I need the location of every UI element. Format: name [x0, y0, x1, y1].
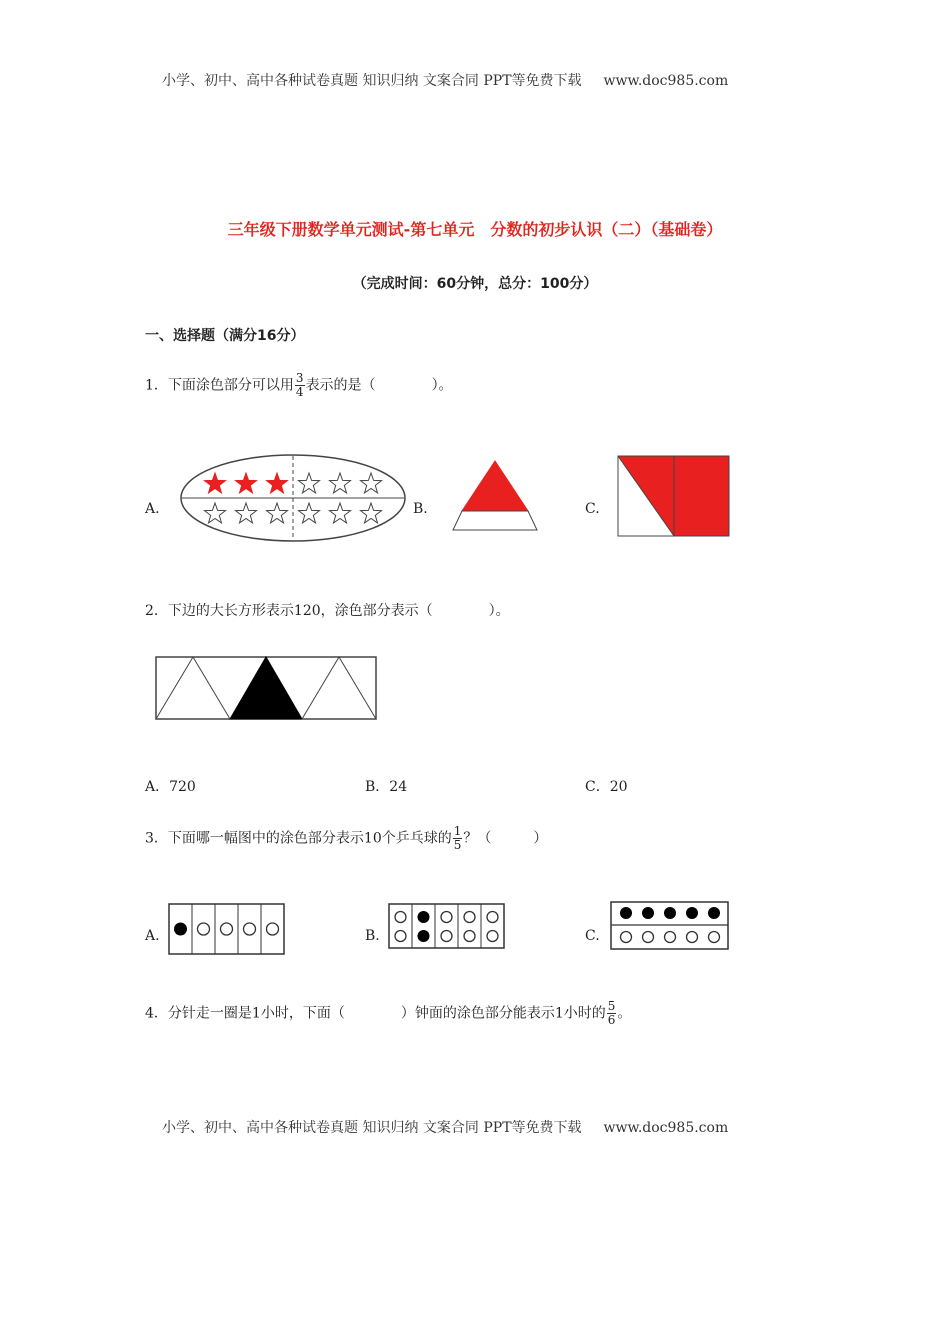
star-empty	[299, 473, 320, 493]
q1-option-a-label[interactable]: A.	[145, 501, 160, 517]
header-url[interactable]: www.doc985.com	[603, 73, 729, 89]
fraction-denominator: 6	[607, 1013, 616, 1027]
question-1	[145, 372, 453, 399]
q2-option-b[interactable]: B．24	[365, 779, 408, 795]
q3-option-a-label[interactable]: A.	[145, 928, 160, 944]
q3-text-after: ？（ ）	[463, 830, 548, 847]
q2-figure-triangles	[154, 655, 378, 721]
q4-text-before: 4．分针走一圈是1小时，下面（	[145, 1005, 345, 1022]
q1-text-after: 表示的是（	[305, 377, 376, 394]
star-empty	[267, 503, 288, 523]
star-empty	[361, 503, 382, 523]
q3-option-c-label[interactable]: C.	[585, 928, 600, 944]
q2-option-a[interactable]: A．720	[145, 779, 196, 795]
star-empty	[330, 503, 351, 523]
header-text: 小学、初中、高中各种试卷真题 知识归纳 文案合同 PPT等免费下载	[162, 73, 582, 89]
question-3	[145, 825, 547, 852]
fraction-numerator: 5	[607, 999, 616, 1013]
star-shaded	[236, 473, 257, 493]
q1-option-c-label[interactable]: C.	[585, 501, 600, 517]
page-header	[162, 70, 728, 90]
q3-figure-b[interactable]	[388, 903, 506, 949]
q1-option-b-label[interactable]: B.	[413, 501, 428, 517]
q2-text-close: ）。	[488, 603, 510, 619]
question-4	[145, 1000, 631, 1027]
q2-text: 2．下边的大长方形表示120，涂色部分表示（	[145, 603, 433, 619]
star-empty	[205, 503, 226, 523]
q1-text-close: ）。	[431, 377, 453, 394]
page-subtitle: （完成时间：60分钟，总分：100分）	[352, 276, 598, 292]
page-footer	[162, 1117, 728, 1137]
fraction	[453, 825, 463, 852]
q4-text-after: 。	[617, 1005, 632, 1022]
q3-figure-c[interactable]	[610, 901, 730, 951]
q3-option-b-label[interactable]: B.	[365, 928, 380, 944]
star-empty	[361, 473, 382, 493]
q1-figure-b-triangle[interactable]	[450, 458, 540, 533]
star-empty	[299, 503, 320, 523]
fraction	[295, 372, 305, 399]
q3-figure-a[interactable]	[168, 903, 286, 955]
star-empty	[330, 473, 351, 493]
q2-option-c[interactable]: C．20	[585, 779, 628, 795]
question-2	[145, 600, 510, 620]
q1-figure-a-stars-ellipse[interactable]	[178, 452, 408, 544]
fraction	[607, 1000, 617, 1027]
star-shaded	[205, 473, 226, 493]
fraction-numerator: 1	[453, 824, 462, 838]
star-empty	[236, 503, 257, 523]
star-shaded	[267, 473, 288, 493]
footer-url[interactable]: www.doc985.com	[603, 1120, 729, 1136]
q1-text-before: 1．下面涂色部分可以用	[145, 377, 294, 394]
page-title: 三年级下册数学单元测试-第七单元 分数的初步认识（二）（基础卷）	[227, 220, 723, 239]
section-heading: 一、选择题（满分16分）	[145, 328, 305, 344]
q1-figure-c-rectangle[interactable]	[617, 455, 731, 537]
footer-text: 小学、初中、高中各种试卷真题 知识归纳 文案合同 PPT等免费下载	[162, 1120, 582, 1136]
fraction-numerator: 3	[295, 371, 304, 385]
fraction-denominator: 4	[295, 385, 304, 399]
q4-text-middle: ）钟面的涂色部分能表示1小时的	[400, 1005, 606, 1022]
fraction-denominator: 5	[453, 838, 462, 852]
q3-text-before: 3．下面哪一幅图中的涂色部分表示10个乒乓球的	[145, 830, 452, 847]
